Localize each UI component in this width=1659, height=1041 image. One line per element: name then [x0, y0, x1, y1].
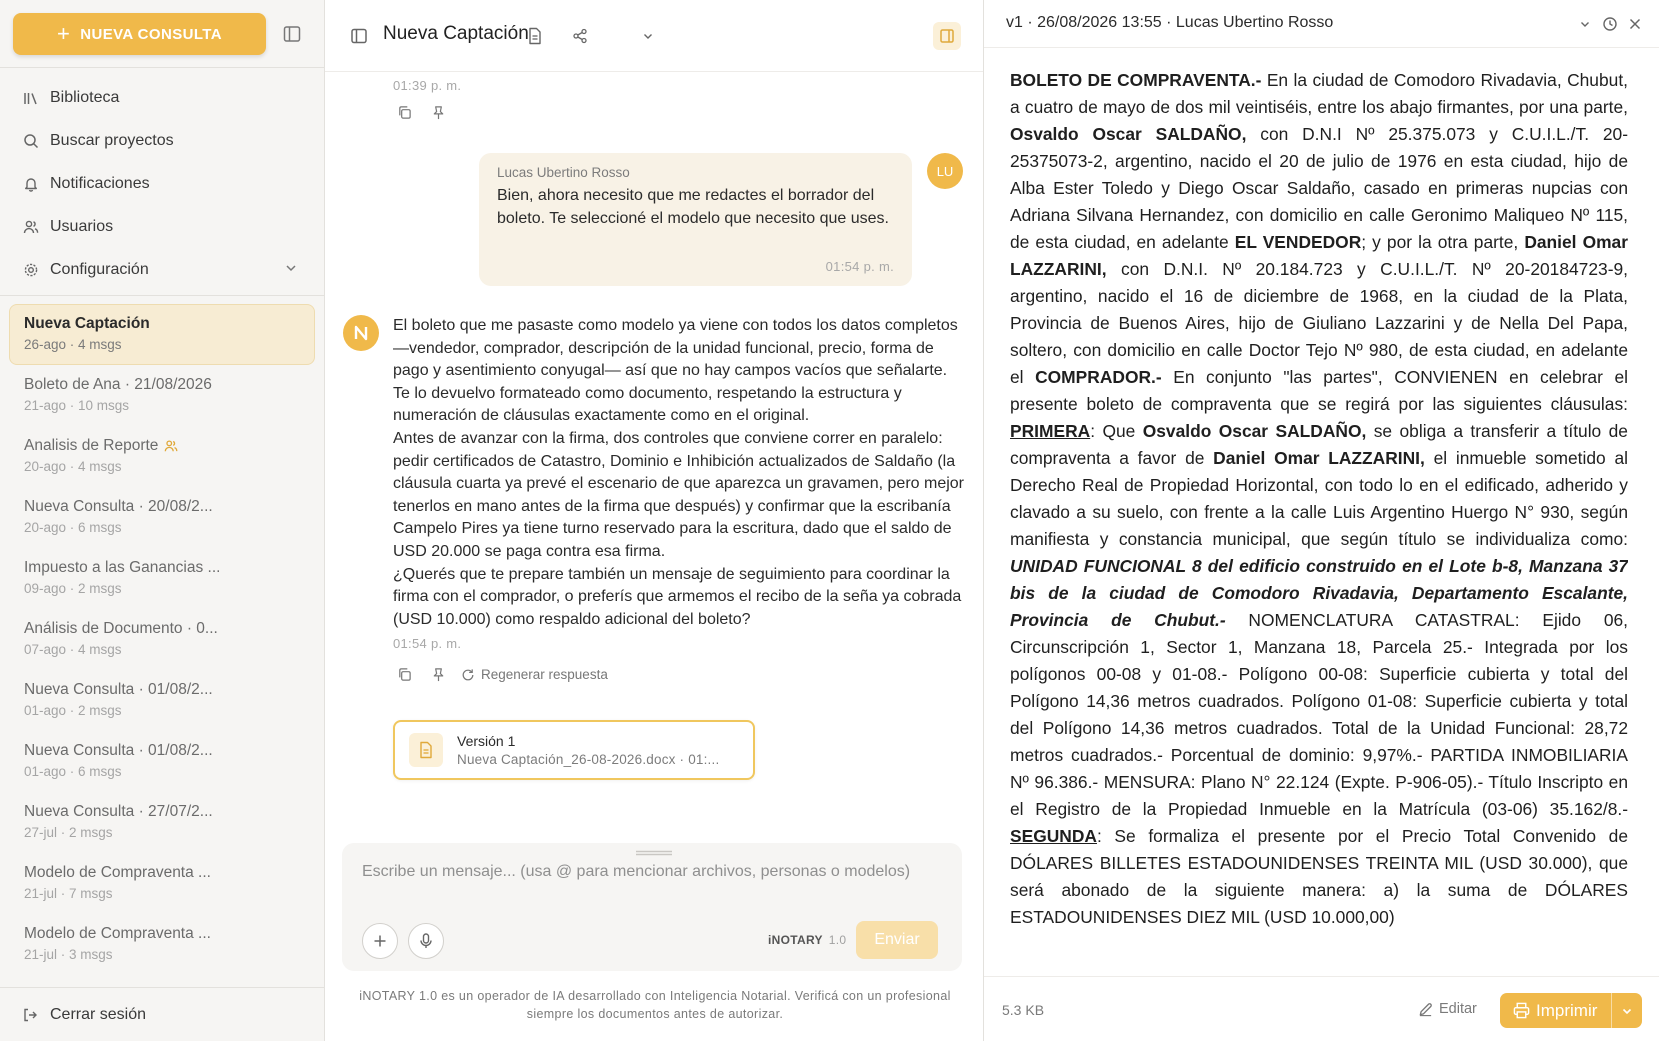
- user-message-bubble: [479, 153, 912, 286]
- close-icon[interactable]: [1626, 15, 1644, 33]
- chevron-down-icon[interactable]: [638, 26, 658, 46]
- edit-label: Editar: [1439, 1001, 1477, 1017]
- user-message-text: Bien, ahora necesito que me redactes el borrador del boleto. Te seleccioné el modelo que necesito que uses.: [497, 187, 889, 227]
- message-time: 01:54 p. m.: [393, 636, 462, 652]
- conversation-title: Nueva Consulta · 01/08/2...: [24, 742, 213, 759]
- regenerate-button[interactable]: [461, 664, 608, 687]
- conversation-title: Nueva Consulta · 20/08/2...: [24, 498, 213, 515]
- conversation-meta: 01-ago · 2 msgs: [24, 703, 122, 718]
- chevron-down-icon[interactable]: [1576, 15, 1594, 33]
- document-text-segment: COMPRADOR.-: [1035, 367, 1162, 387]
- document-text-segment: Osvaldo Oscar SALDAÑO,: [1010, 124, 1247, 144]
- document-icon[interactable]: [525, 26, 545, 46]
- pin-icon[interactable]: [431, 667, 447, 683]
- model-version: 1.0: [828, 933, 847, 947]
- document-text-segment: ; y por la otra parte,: [1361, 232, 1525, 252]
- collapse-sidebar-icon[interactable]: [282, 24, 302, 44]
- conversation-meta: 20-ago · 6 msgs: [24, 520, 122, 535]
- nav-notificaciones[interactable]: [0, 162, 324, 205]
- gear-icon: [22, 261, 40, 279]
- conversation-item[interactable]: [9, 365, 315, 426]
- pin-icon[interactable]: [431, 105, 447, 121]
- document-text-segment: : Se formaliza el presente por el Precio Total Convenido de DÓLARES BILLETES ESTADOUNIDENSES TREINTA MIL (USD 30.000), que será abonado de la siguiente manera: a) la suma de DÓLARES ESTADOUNIDENSES DIEZ MIL (USD 10.000,00): [1010, 826, 1628, 927]
- conversation-title: Nueva Captación: [24, 315, 150, 332]
- document-text-segment: con D.N.I. Nº 20.184.723 y C.U.I.L./T. Nº 20-20184723-9, argentino, nacido el 16 de diciembre de 1968, en la ciudad de la Plata, Provincia de Buenos Aires, hijo de Giuliano Lazzarini y de Nella Del Papa, soltero, con domicilio en calle Doctor Tejo Nº 980, de esta ciudad, en adelante el: [1010, 259, 1628, 387]
- document-text-segment: En conjunto "las partes", CONVIENEN en celebrar el presente boleto de compraventa que se regirá por las siguientes cláusulas:: [1010, 367, 1628, 414]
- conversation-meta: 21-jul · 7 msgs: [24, 886, 113, 901]
- plus-icon: [373, 934, 387, 948]
- sidebar-header: [0, 0, 324, 68]
- assistant-paragraph: ¿Querés que te prepare también un mensaje de seguimiento para coordinar la firma con el comprador, o preferís que armemos el recibo de la seña ya cobrada (USD 10.000) como respaldo adicional del boleto?: [393, 565, 962, 628]
- nav-label: Configuración: [50, 260, 149, 278]
- assistant-paragraph: El boleto que me pasaste como modelo ya viene con todos los datos completos —vendedor, comprador, descripción de la unidad funcional, precio, forma de pago y asentimiento conyugal— así que no hay campos vacíos que señalarte. Te lo devuelvo formateado como documento, respetando la estructura y numeración de cláusulas exactamente como en el original.: [393, 317, 958, 425]
- conversation-title: Análisis de Documento · 0...: [24, 620, 218, 637]
- search-icon: [22, 132, 40, 150]
- conversation-item[interactable]: [9, 304, 315, 365]
- conversation-item[interactable]: [9, 548, 315, 609]
- document-text-segment: Daniel Omar LAZZARINI,: [1213, 448, 1425, 468]
- logout-button[interactable]: [0, 987, 324, 1041]
- edit-button[interactable]: [1418, 1001, 1477, 1017]
- chat-header: [325, 0, 983, 72]
- shared-users-icon: [164, 439, 178, 453]
- conversation-title: Analisis de Reporte: [24, 437, 159, 454]
- document-text-segment: Daniel Omar LAZZARINI,: [1010, 232, 1628, 279]
- conversation-item[interactable]: [9, 731, 315, 792]
- conversation-meta: 27-jul · 2 msgs: [24, 825, 113, 840]
- conversation-meta: 26-ago · 4 msgs: [24, 337, 122, 352]
- conversation-item[interactable]: [9, 609, 315, 670]
- resize-handle-icon[interactable]: [636, 843, 672, 849]
- microphone-icon: [419, 933, 433, 949]
- nav-configuracion[interactable]: [0, 248, 324, 291]
- model-name: iNOTARY: [768, 933, 823, 947]
- document-text-segment: UNIDAD FUNCIONAL 8 del edificio construido en el Lote b-8, Manzana 37 bis de la ciudad de Comodoro Rivadavia, Departamento Escalante, Provincia de Chubut.-: [1010, 556, 1628, 630]
- conversation-meta: 21-ago · 10 msgs: [24, 398, 130, 413]
- document-text-segment: se obliga a transferir a título de compraventa a favor de: [1010, 421, 1628, 468]
- sidebar-toggle-icon[interactable]: [349, 26, 369, 46]
- conversation-list: [0, 296, 324, 983]
- document-text-segment: : Que: [1090, 421, 1143, 441]
- conversation-meta: 09-ago · 2 msgs: [24, 581, 122, 596]
- share-icon[interactable]: [570, 26, 590, 46]
- conversation-meta: 20-ago · 4 msgs: [24, 459, 122, 474]
- assistant-logo-icon: [343, 315, 379, 351]
- assistant-message: [393, 315, 968, 687]
- assistant-paragraph: Antes de avanzar con la firma, dos controles que conviene correr en paralelo: pedir certificados de Catastro, Dominio e Inhibición actualizados de Saldaño (la cláusula cuarta ya prevé el escenario de que aparezca un gravamen, pero mejor tenerlos en mano antes de la firma que después) y confirmar que la escribanía Campelo Pires ya tiene turno reservado para la escritura, dado que el saldo de USD 20.000 se paga contra esa firma.: [393, 429, 964, 560]
- document-panel: [984, 0, 1659, 1041]
- regenerate-label: Regenerar respuesta: [481, 666, 608, 682]
- logout-label: Cerrar sesión: [50, 1005, 147, 1023]
- pencil-icon: [1418, 1002, 1433, 1017]
- message-actions: [397, 105, 447, 121]
- message-actions: [397, 664, 968, 687]
- conversation-title: Modelo de Compraventa ...: [24, 925, 211, 942]
- bell-icon: [22, 175, 40, 193]
- attach-button[interactable]: [362, 923, 398, 959]
- print-button[interactable]: [1500, 993, 1612, 1028]
- nav-buscar-proyectos[interactable]: [0, 119, 324, 162]
- document-header: [984, 0, 1659, 48]
- copy-icon[interactable]: [397, 105, 413, 121]
- plus-icon: +: [57, 21, 71, 46]
- users-icon: [22, 218, 40, 236]
- print-label: Imprimir: [1536, 1000, 1598, 1020]
- nav-label: Usuarios: [50, 217, 114, 235]
- history-icon[interactable]: [1601, 15, 1619, 33]
- logout-icon: [22, 1007, 40, 1023]
- conversation-title: Nueva Consulta · 01/08/2...: [24, 681, 213, 698]
- printer-icon: [1513, 1002, 1530, 1019]
- nav-label: Buscar proyectos: [50, 131, 174, 149]
- copy-icon[interactable]: [397, 667, 413, 683]
- avatar: LU: [927, 153, 963, 189]
- nav-usuarios[interactable]: [0, 205, 324, 248]
- document-text-segment: EL VENDEDOR: [1234, 232, 1362, 252]
- sidebar-nav: [0, 68, 324, 296]
- user-message-time: 01:54 p. m.: [825, 259, 894, 274]
- file-icon: [409, 733, 443, 767]
- conversation-title: Impuesto a las Ganancias ...: [24, 559, 221, 576]
- nav-biblioteca[interactable]: [0, 76, 324, 119]
- model-indicator: [768, 933, 846, 947]
- chevron-down-icon[interactable]: [284, 261, 298, 280]
- user-message-author: Lucas Ubertino Rosso: [497, 165, 630, 180]
- conversation-meta: 01-ago · 6 msgs: [24, 764, 122, 779]
- conversation-meta: 21-jul · 3 msgs: [24, 947, 113, 962]
- version-filename: Nueva Captación_26-08-2026.docx · 01:...: [457, 752, 720, 767]
- send-button[interactable]: Enviar: [856, 921, 938, 959]
- conversation-title-row: [24, 437, 300, 455]
- new-consultation-button[interactable]: [13, 13, 266, 55]
- conversation-meta: 07-ago · 4 msgs: [24, 642, 122, 657]
- refresh-icon: [461, 668, 475, 682]
- message-input[interactable]: Escribe un mensaje... (usa @ para mencionar archivos, personas o modelos): [362, 863, 911, 880]
- chat-title: Nueva Captación: [383, 23, 529, 44]
- document-text-segment: BOLETO DE COMPRAVENTA.-: [1010, 70, 1262, 90]
- message-composer: [342, 843, 962, 971]
- microphone-button[interactable]: [408, 923, 444, 959]
- document-panel-toggle-icon[interactable]: [933, 22, 961, 50]
- document-footer: [984, 976, 1659, 1041]
- document-text-segment: PRIMERA: [1010, 421, 1091, 441]
- document-version-label: v1 · 26/08/2026 13:55 · Lucas Ubertino Rosso: [1006, 14, 1334, 31]
- print-options-chevron-icon[interactable]: [1612, 1005, 1642, 1017]
- conversation-item[interactable]: [9, 914, 315, 975]
- conversation-title: Modelo de Compraventa ...: [24, 864, 211, 881]
- message-time: 01:39 p. m.: [393, 78, 462, 93]
- conversation-item[interactable]: [9, 670, 315, 731]
- document-content: [1010, 67, 1628, 975]
- chat-panel: [325, 0, 984, 1041]
- document-version-card[interactable]: [393, 720, 755, 780]
- nav-label: Notificaciones: [50, 174, 150, 192]
- document-text-segment: SEGUNDA: [1010, 826, 1097, 846]
- conversation-item[interactable]: [9, 487, 315, 548]
- ai-disclaimer: iNOTARY 1.0 es un operador de IA desarrollado con Inteligencia Notarial. Verificá con un profesional siempre los documentos antes de autorizar.: [359, 989, 951, 1021]
- version-title: Versión 1: [457, 733, 516, 749]
- conversation-item[interactable]: [9, 426, 315, 487]
- sidebar: [0, 0, 325, 1041]
- document-text-segment: con D.N.I Nº 25.375.073 y C.U.I.L./T. 20-25375073-2, argentino, nacido el 20 de julio de 1976 en esta ciudad, hijo de Alba Ester Toledo y Diego Oscar Saldaño, casado en primeras nupcias con Adriana Silvana Hernandez, con domicilio en calle Geronimo Maliqueo Nº 115, de esta ciudad, en adelante: [1010, 124, 1628, 252]
- document-text-segment: En la ciudad de Comodoro Rivadavia, Chubut, a cuatro de mayo de dos mil veintiséis, entre los abajo firmantes, por una parte,: [1010, 70, 1628, 117]
- conversation-title: Nueva Consulta · 27/07/2...: [24, 803, 213, 820]
- nav-label: Biblioteca: [50, 88, 120, 106]
- print-button-group: [1500, 993, 1642, 1028]
- conversation-item[interactable]: [9, 792, 315, 853]
- document-text-segment: NOMENCLATURA CATASTRAL: Ejido 06, Circunscripción 1, Sector 1, Manzana 18, Parcela 25.- Integrada por los polígonos 00-08 y 01-08.- Polígono 00-08: Superficie cubierta y total del Polígono 14,36 metros cuadrados. Polígono 01-08: Superficie cubierta y total del Polígono 14,36 metros cuadrados. Total de la Unidad Funcional: 28,72 metros cuadrados.- Porcentual de dominio: 9,97%.- PARTIDA INMOBILIARIA Nº 96.386.- MENSURA: Plano N° 22.124 (Expte. P-906-05).- Título Inscripto en el Registro de la Propiedad Inmueble en la Matrícula (03-06) 35.162/8.-: [1010, 610, 1628, 819]
- conversation-title: Boleto de Ana · 21/08/2026: [24, 376, 212, 393]
- library-icon: [22, 89, 40, 107]
- conversation-item[interactable]: [9, 853, 315, 914]
- file-size: 5.3 KB: [1002, 1002, 1045, 1018]
- document-text-segment: Osvaldo Oscar SALDAÑO,: [1142, 421, 1367, 441]
- new-consultation-label: NUEVA CONSULTA: [80, 25, 222, 43]
- document-text-segment: el inmueble sometido al Derecho Real de Propiedad Horizontal, con todo lo en el edificado, adherido y clavado a su suelo, con frente a la calle Luis Argentino Huergo N° 930, según manifiesta y constancia municipal, que según título se individualiza como:: [1010, 448, 1628, 549]
